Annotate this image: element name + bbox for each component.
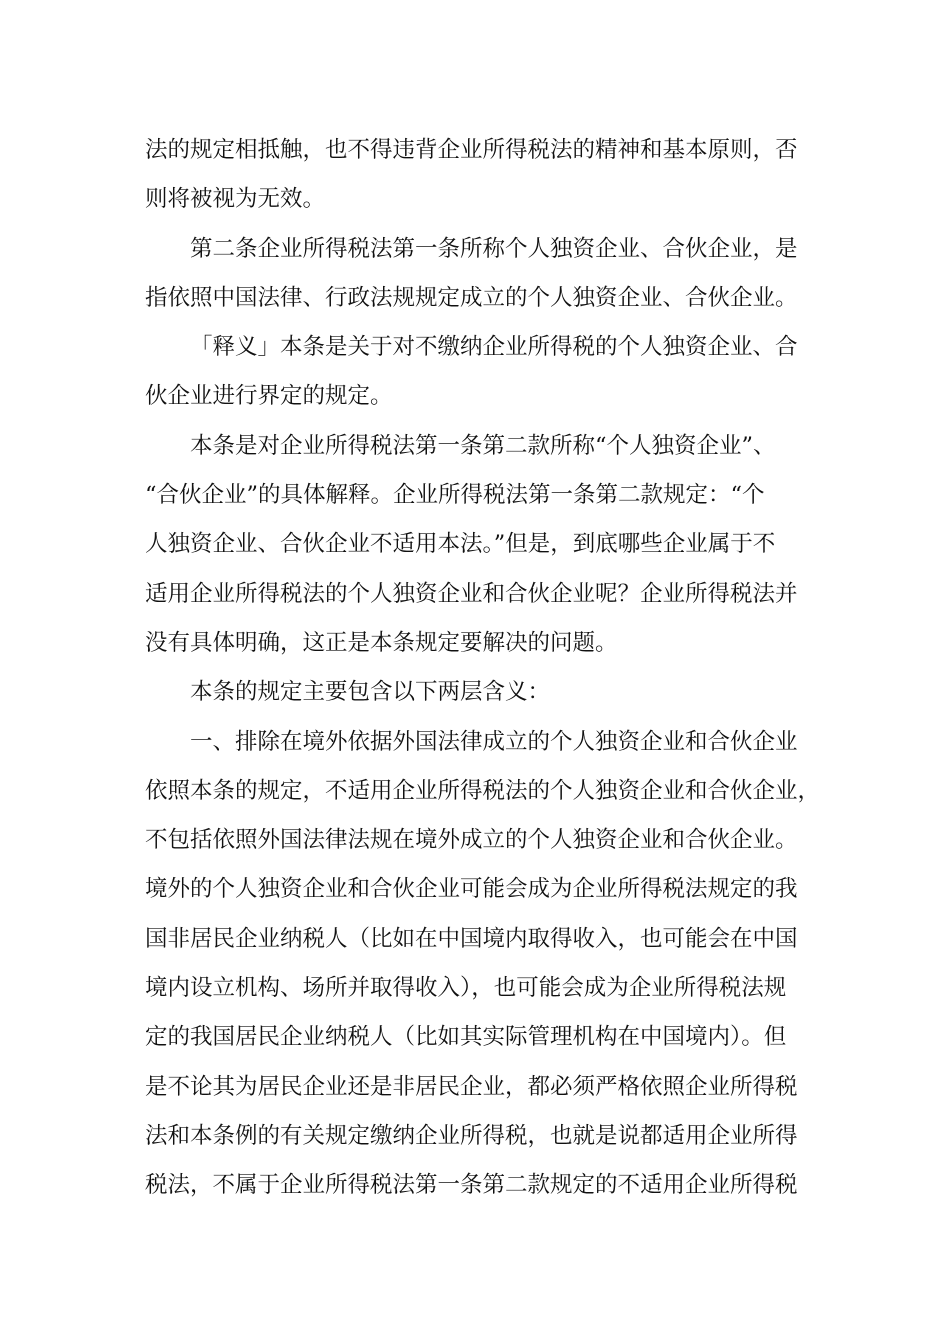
document-body xyxy=(145,126,825,1211)
paragraph-start-line: 一、排除在境外依据外国法律成立的个人独资企业和合伙企业 xyxy=(190,728,798,755)
text-line: 指依照中国法律、行政法规规定成立的个人独资企业、合伙企业。 xyxy=(145,284,798,311)
text-line: 国非居民企业纳税人（比如在中国境内取得收入，也可能会在中国 xyxy=(145,925,798,952)
paragraph-start-line: 本条是对企业所得税法第一条第二款所称“个人独资企业”、 xyxy=(190,432,776,459)
paragraph-start-line: 第二条企业所得税法第一条所称个人独资企业、合伙企业，是 xyxy=(190,235,798,262)
text-line: 境内设立机构、场所并取得收入），也可能会成为企业所得税法规 xyxy=(145,975,787,1002)
text-line: 伙企业进行界定的规定。 xyxy=(145,383,393,410)
paragraph-start-line: 「释义」本条是关于对不缴纳企业所得税的个人独资企业、合 xyxy=(190,334,798,361)
text-line: 境外的个人独资企业和合伙企业可能会成为企业所得税法规定的我 xyxy=(145,876,798,903)
text-line: 人独资企业、合伙企业不适用本法。”但是，到底哪些企业属于不 xyxy=(145,531,776,558)
text-line: 则将被视为无效。 xyxy=(145,186,326,213)
text-line: 适用企业所得税法的个人独资企业和合伙企业呢？企业所得税法并 xyxy=(145,580,798,607)
text-line: “合伙企业”的具体解释。企业所得税法第一条第二款规定：“个 xyxy=(145,482,765,509)
text-line: 是不论其为居民企业还是非居民企业，都必须严格依照企业所得税 xyxy=(145,1073,798,1100)
text-line: 税法，不属于企业所得税法第一条第二款规定的不适用企业所得税 xyxy=(145,1172,798,1199)
text-line: 定的我国居民企业纳税人（比如其实际管理机构在中国境内）。但 xyxy=(145,1024,787,1051)
text-line: 法的规定相抵触，也不得违背企业所得税法的精神和基本原则，否 xyxy=(145,137,798,163)
text-line: 不包括依照外国法律法规在境外成立的个人独资企业和合伙企业。 xyxy=(145,827,798,854)
paragraph-start-line: 本条的规定主要包含以下两层含义： xyxy=(190,679,551,706)
text-line: 法和本条例的有关规定缴纳企业所得税，也就是说都适用企业所得 xyxy=(145,1122,798,1149)
text-line: 没有具体明确，这正是本条规定要解决的问题。 xyxy=(145,629,618,656)
text-line: 依照本条的规定，不适用企业所得税法的个人独资企业和合伙企业， xyxy=(145,777,821,804)
